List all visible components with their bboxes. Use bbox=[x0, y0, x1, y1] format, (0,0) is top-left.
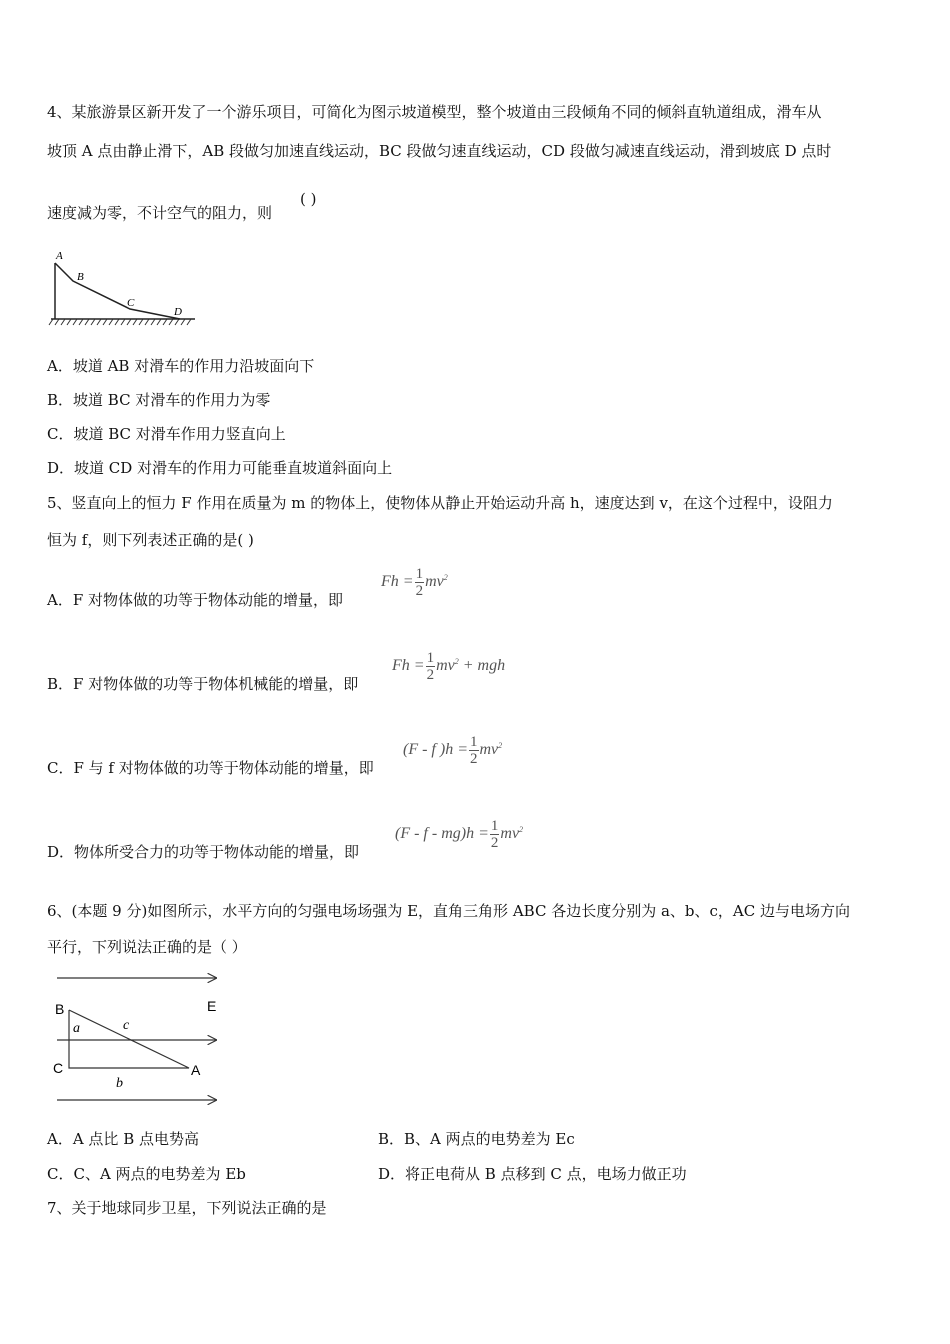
field-triangle-diagram bbox=[45, 968, 225, 1108]
label-side-c: c bbox=[123, 1018, 130, 1033]
slope-track bbox=[55, 263, 180, 319]
q4-answer-paren: ( ) bbox=[300, 190, 317, 208]
q6-option-d: D．将正电荷从 B 点移到 C 点，电场力做正功 bbox=[378, 1165, 687, 1183]
slope-label-a: A bbox=[56, 250, 63, 262]
label-side-a: a bbox=[73, 1021, 80, 1036]
q5-line1: 5、竖直向上的恒力 F 作用在质量为 m 的物体上，使物体从静止开始运动升高 h，速度达到 v，在这个过程中，设阻力 bbox=[47, 494, 833, 512]
q4-line3: 速度减为零，不计空气的阻力，则 bbox=[47, 204, 273, 222]
q5-formula-a: Fh = $\frac{1}{2}$ $mv^2$ bbox=[381, 566, 448, 599]
label-B: B bbox=[55, 1001, 65, 1017]
q4-line2: 坡顶 A 点由静止滑下，AB 段做匀加速直线运动，BC 段做匀速直线运动，CD 段做匀减速直线运动，滑到坡底 D 点时 bbox=[47, 142, 832, 160]
slope-label-b: B bbox=[77, 271, 84, 283]
q4-option-d: D．坡道 CD 对滑车的作用力可能垂直坡道斜面向上 bbox=[47, 459, 393, 477]
q5-option-b: B．F 对物体做的功等于物体机械能的增量，即 bbox=[47, 675, 359, 693]
q6-option-c: C．C、A 两点的电势差为 Eb bbox=[47, 1165, 246, 1183]
q6-option-a: A．A 点比 B 点电势高 bbox=[47, 1130, 199, 1148]
q7-line1: 7、关于地球同步卫星，下列说法正确的是 bbox=[47, 1199, 327, 1217]
q5-option-c: C．F 与 f 对物体做的功等于物体动能的增量，即 bbox=[47, 759, 374, 777]
q5-option-a: A．F 对物体做的功等于物体动能的增量，即 bbox=[47, 591, 344, 609]
q6-line2: 平行，下列说法正确的是（ ） bbox=[47, 938, 247, 956]
label-C: C bbox=[53, 1060, 64, 1076]
label-side-b: b bbox=[116, 1076, 123, 1091]
label-A: A bbox=[191, 1062, 201, 1078]
slope-ground bbox=[49, 319, 195, 325]
q5-option-d: D．物体所受合力的功等于物体动能的增量，即 bbox=[47, 843, 360, 861]
q5-line2: 恒为 f，则下列表述正确的是( ) bbox=[47, 531, 254, 549]
slope-diagram bbox=[45, 245, 200, 327]
q6-line1: 6、(本题 9 分)如图所示，水平方向的匀强电场场强为 E，直角三角形 ABC 各边长度分别为 a、b、c，AC 边与电场方向 bbox=[47, 902, 850, 920]
label-E: E bbox=[207, 998, 217, 1014]
q4-option-c: C．坡道 BC 对滑车作用力竖直向上 bbox=[47, 425, 286, 443]
slope-label-c: C bbox=[127, 297, 135, 309]
q5-formula-c: (F - f )h = $\frac{1}{2}$ $mv^2$ bbox=[403, 734, 503, 767]
q6-option-b: B．B、A 两点的电势差为 Ec bbox=[378, 1130, 575, 1148]
q4-option-a: A．坡道 AB 对滑车的作用力沿坡面向下 bbox=[47, 357, 315, 375]
q4-option-b: B．坡道 BC 对滑车的作用力为零 bbox=[47, 391, 271, 409]
q5-formula-d: (F - f - mg)h = $\frac{1}{2}$ $mv^2$ bbox=[395, 818, 524, 851]
slope-label-d: D bbox=[174, 306, 182, 318]
q4-line1: 4、某旅游景区新开发了一个游乐项目，可简化为图示坡道模型，整个坡道由三段倾角不同的倾斜直轨道组成，滑车从 bbox=[47, 103, 822, 121]
q5-formula-b: Fh = $\frac{1}{2}$ $mv^2$ + mgh bbox=[392, 650, 506, 683]
